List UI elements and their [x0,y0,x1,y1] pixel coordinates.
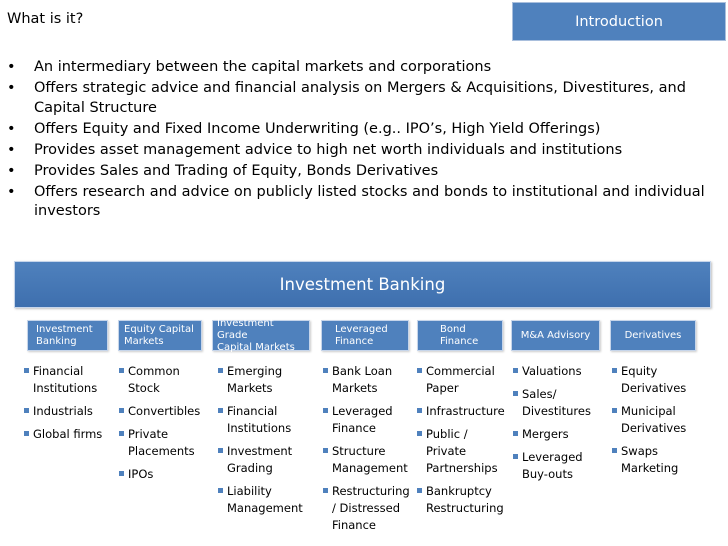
category-label: Derivatives [624,329,682,341]
list-item: Leveraged Finance [322,403,412,437]
list-item: Financial Institutions [23,363,109,397]
list-item: Liability Management [217,483,313,517]
bullet-item: • Offers strategic advice and financial analysis on Mergers & Acquisitions, Divestitures, and Capital Structure [0,79,728,118]
items-bond-finance [416,363,508,523]
list-item: Municipal Derivatives [611,403,703,437]
list-item: Private Placements [118,426,206,460]
list-item: Restructuring / Distressed Finance [322,483,412,534]
bullet-item: • Offers Equity and Fixed Income Underwriting (e.g.. IPO’s, High Yield Offerings) [0,120,728,140]
investment-banking-bar [14,261,711,308]
list-item: IPOs [118,466,206,483]
list-item: Valuations [512,363,602,380]
category-equity-capital-markets [118,320,202,351]
bullet-item: • An intermediary between the capital markets and corporations [0,58,728,78]
list-item: Investment Grading [217,443,313,477]
category-label: Investment Grade Capital Markets [217,317,295,353]
list-item: Convertibles [118,403,206,420]
diagram-title: Investment Banking [279,275,446,294]
list-item: Financial Institutions [217,403,313,437]
list-item: Common Stock [118,363,206,397]
items-investment-banking [23,363,109,449]
list-item: Emerging Markets [217,363,313,397]
items-leveraged-finance [322,363,412,540]
category-label: M&A Advisory [520,329,591,341]
bullet-list [0,58,728,223]
items-equity-capital-markets [118,363,206,489]
list-item: Infrastructure [416,403,508,420]
category-label: Investment Banking [36,323,93,347]
category-label: Equity Capital Markets [124,323,194,347]
list-item: Swaps Marketing [611,443,703,477]
list-item: Mergers [512,426,602,443]
list-item: Structure Management [322,443,412,477]
list-item: Public / Private Partnerships [416,426,508,477]
category-leveraged-finance [321,320,409,351]
category-label: Leveraged Finance [335,323,388,347]
list-item: Industrials [23,403,109,420]
list-item: Commercial Paper [416,363,508,397]
category-investment-grade [212,317,310,353]
list-item: Leveraged Buy-outs [512,449,602,483]
items-derivatives [611,363,703,483]
category-label: Bond Finance [440,323,479,347]
category-investment-banking [27,320,108,351]
items-ma-advisory [512,363,602,489]
heading: What is it? [7,11,84,27]
list-item: Bank Loan Markets [322,363,412,397]
category-bond-finance [417,320,503,351]
bullet-item: • Offers research and advice on publicly listed stocks and bonds to institutional and individual investors [0,183,728,222]
items-investment-grade [217,363,313,523]
list-item: Sales/ Divestitures [512,386,602,420]
list-item: Equity Derivatives [611,363,703,397]
category-ma-advisory [511,320,600,351]
list-item: Bankruptcy Restructuring [416,483,508,517]
list-item: Global firms [23,426,109,443]
category-derivatives [610,320,696,351]
introduction-tab[interactable]: Introduction [512,2,726,41]
bullet-item: • Provides Sales and Trading of Equity, Bonds Derivatives [0,162,728,182]
bullet-item: • Provides asset management advice to high net worth individuals and institutions [0,141,728,161]
